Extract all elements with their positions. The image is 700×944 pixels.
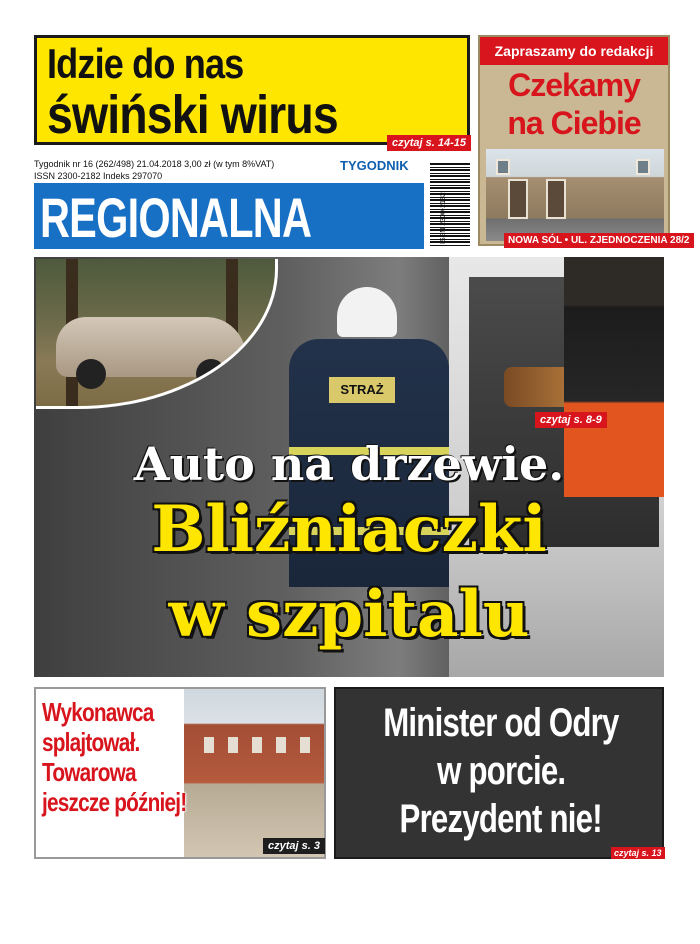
car-wheel [76,359,106,389]
story-right-headline [336,699,666,843]
photo-door [546,179,566,219]
photo-window [228,737,238,753]
promo-line2: na Ciebie [507,105,641,141]
issue-line: Tygodnik nr 16 (262/498) 21.04.2018 3,00 zł (w tym 8%VAT) [34,159,275,169]
barcode [430,162,470,246]
teaser-wirus-line2: świński wirus [47,85,338,145]
teaser-wirus-read-more[interactable]: czytaj s. 14-15 [387,135,471,151]
story-right-line: w porcie. [436,749,566,793]
main-headline-line1: Auto na drzewie. [133,437,565,491]
car-wheel [196,359,226,389]
story-wykonawca[interactable] [34,687,326,859]
promo-address: NOWA SÓL • UL. ZJEDNOCZENIA 28/2 [504,233,694,248]
promo-photo [486,149,664,241]
story-right-line: Prezydent nie! [399,797,603,841]
issn-line: ISSN 2300-2182 Indeks 297070 [34,171,163,181]
teaser-wirus[interactable] [34,35,470,145]
main-headline-line3: w szpitalu [168,577,530,652]
masthead-tygodnik: TYGODNIK [340,158,409,173]
masthead[interactable] [34,183,424,249]
photo-window [636,159,650,175]
story-right-line: Minister od Odry [383,701,619,745]
photo-window [252,737,262,753]
promo-bar: Zapraszamy do redakcji [480,37,668,65]
firefighter-badge: STRAŻ [329,377,395,403]
photo-window [300,737,310,753]
photo-window [204,737,214,753]
photo-window [276,737,286,753]
story-left-line: jeszcze później! [42,787,187,817]
story-minister[interactable] [334,687,664,859]
main-story[interactable] [34,257,664,677]
barcode-number: ISSN 2300-2182 [440,192,447,244]
promo-line1: Czekamy [508,67,640,103]
story-left-read-more[interactable]: czytaj s. 3 [263,838,325,854]
story-left-line: Wykonawca [42,697,154,727]
promo-redakcja[interactable] [478,35,670,246]
story-left-headline [42,697,186,817]
main-headline-line2: Bliźniaczki [151,492,547,567]
masthead-meta [34,158,274,182]
story-left-line: splajtował. [42,727,140,757]
main-story-read-more[interactable]: czytaj s. 8-9 [535,412,607,428]
helmet-icon [337,287,397,337]
masthead-title: REGIONALNA [40,186,312,249]
story-right-read-more[interactable]: czytaj s. 13 [611,847,665,859]
teaser-wirus-line1: Idzie do nas [47,40,244,87]
photo-door [508,179,528,219]
building-photo [184,689,326,859]
story-left-line: Towarowa [42,757,136,787]
photo-window [496,159,510,175]
